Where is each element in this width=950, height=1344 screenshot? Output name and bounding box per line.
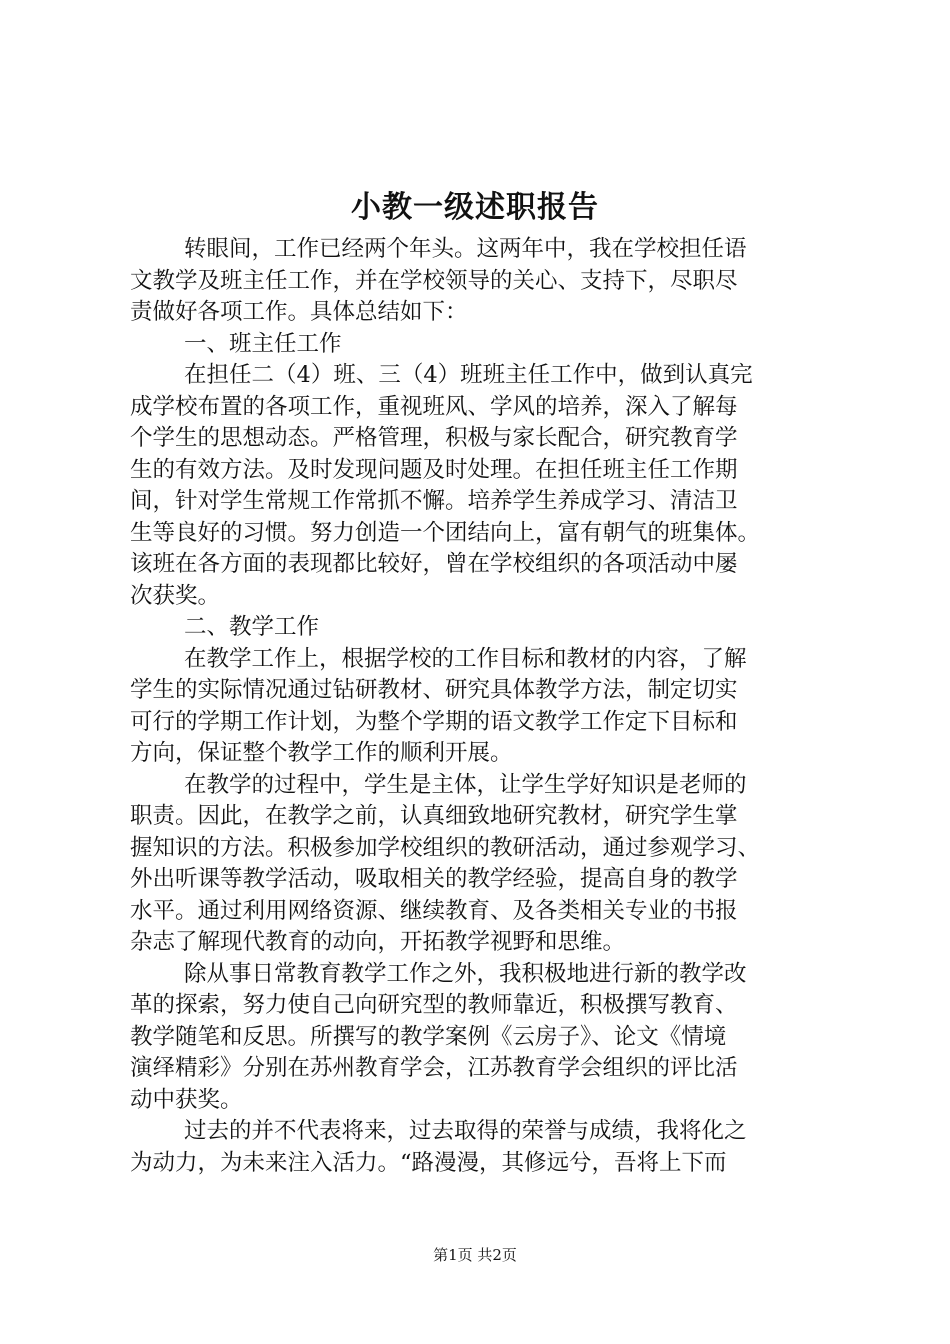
text-line: 为动力，为未来注入活力。“路漫漫，其修远兮，吾将上下而 — [130, 1149, 727, 1176]
document-title: 小教一级述职报告 — [351, 190, 599, 225]
text-line: 在担任二（4）班、三（4）班班主任工作中，做到认真完 — [184, 362, 753, 388]
text-line: 个学生的思想动态。严格管理，积极与家长配合，研究教育学 — [130, 425, 738, 451]
text-line: 除从事日常教育教学工作之外，我积极地进行新的教学改 — [184, 960, 747, 987]
text-line: 该班在各方面的表现都比较好，曾在学校组织的各项活动中屡 — [130, 551, 738, 577]
text-line: 革的探索，努力使自己向研究型的教师靠近，积极撰写教育、 — [130, 992, 738, 1018]
text-line: 一、班主任工作 — [184, 330, 342, 357]
text-line: 在教学工作上，根据学校的工作目标和教材的内容，了解 — [184, 645, 747, 672]
text-line: 间，针对学生常规工作常抓不懈。培养学生养成学习、清洁卫 — [130, 488, 738, 514]
page-footer: 第1页 共2页 — [433, 1246, 517, 1264]
text-line: 文教学及班主任工作，并在学校领导的关心、支持下，尽职尽 — [130, 267, 738, 294]
text-line: 动中获奖。 — [130, 1086, 243, 1113]
text-line: 杂志了解现代教育的动向，开拓教学视野和思维。 — [130, 929, 626, 955]
text-line: 在教学的过程中，学生是主体，让学生学好知识是老师的 — [184, 771, 747, 798]
text-line: 次获奖。 — [130, 582, 221, 609]
text-line: 责做好各项工作。具体总结如下： — [130, 299, 468, 325]
document-body — [130, 234, 830, 1179]
text-line: 职责。因此，在教学之前，认真细致地研究教材，研究学生掌 — [130, 803, 738, 829]
text-line: 生等良好的习惯。努力创造一个团结向上，富有朝气的班集体。 — [130, 519, 761, 546]
text-line: 生的有效方法。及时发现问题及时处理。在担任班主任工作期 — [130, 456, 738, 483]
text-line: 可行的学期工作计划，为整个学期的语文教学工作定下目标和 — [130, 708, 738, 735]
text-line: 演绎精彩》分别在苏州教育学会，江苏教育学会组织的评比活 — [130, 1055, 738, 1081]
text-line: 外出听课等教学活动，吸取相关的教学经验，提高自身的教学 — [130, 866, 738, 892]
text-line: 成学校布置的各项工作，重视班风、学风的培养，深入了解每 — [130, 393, 738, 420]
text-line: 水平。通过利用网络资源、继续教育、及各类相关专业的书报 — [130, 897, 738, 924]
text-line: 教学随笔和反思。所撰写的教学案例《云房子》、论文《情境 — [130, 1023, 727, 1050]
text-line: 方向，保证整个教学工作的顺利开展。 — [130, 740, 513, 766]
text-line: 二、教学工作 — [184, 614, 320, 640]
text-line: 握知识的方法。积极参加学校组织的教研活动，通过参观学习、 — [130, 834, 761, 861]
text-line: 转眼间，工作已经两个年头。这两年中，我在学校担任语 — [184, 236, 747, 262]
text-line: 学生的实际情况通过钻研教材、研究具体教学方法，制定切实 — [130, 677, 738, 703]
text-line: 过去的并不代表将来，过去取得的荣誉与成绩，我将化之 — [184, 1118, 747, 1144]
